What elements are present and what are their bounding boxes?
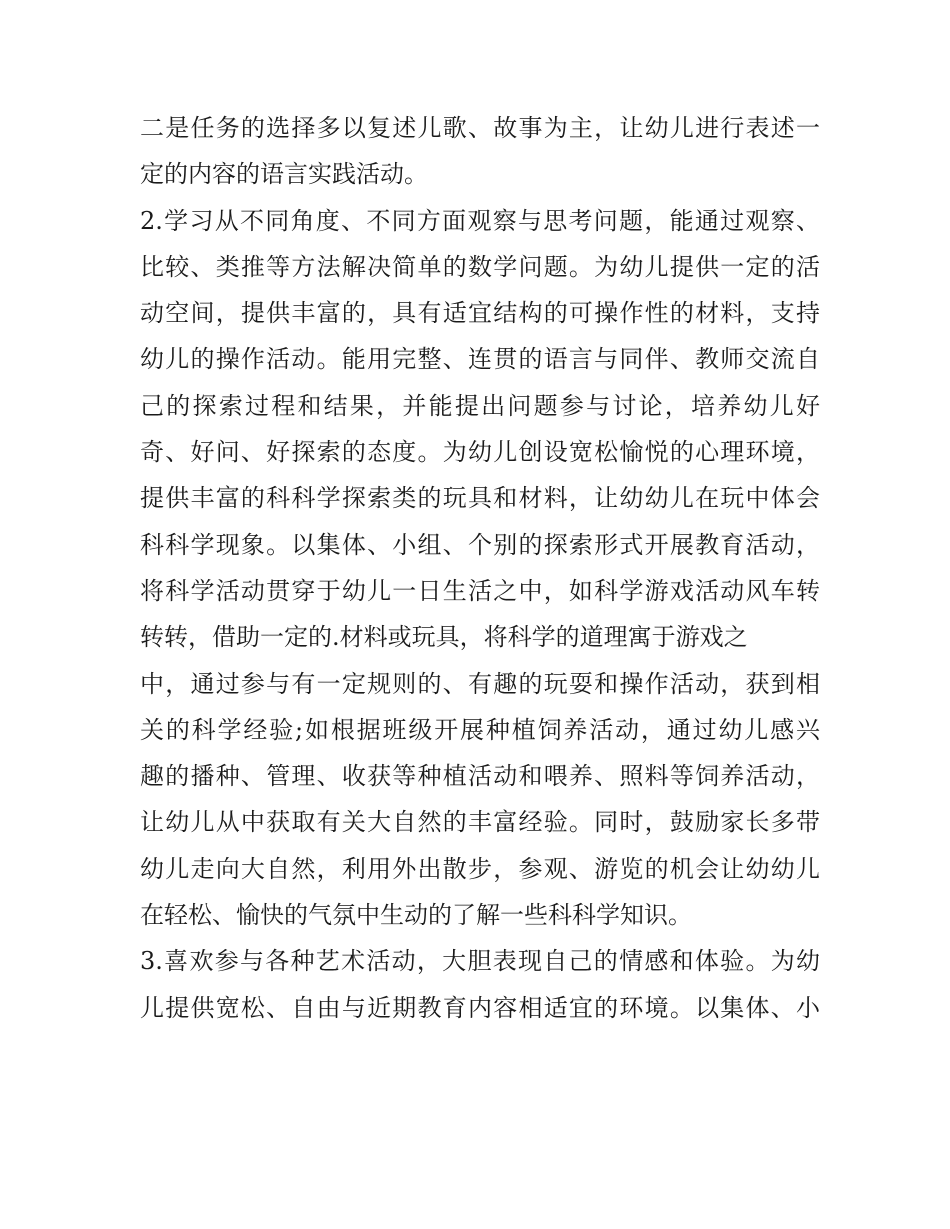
text-line: 让幼儿从中获取有关大自然的丰富经验。同时，鼓励家长多带 xyxy=(140,808,820,837)
text-line: 中，通过参与有一定规则的、有趣的玩耍和操作活动，获到相 xyxy=(140,669,820,698)
text-line: 动空间，提供丰富的，具有适宜结构的可操作性的材料，支持 xyxy=(140,299,820,328)
text-line: 奇、好问、好探索的态度。为幼儿创设宽松愉悦的心理环境， xyxy=(140,438,820,467)
text-line: 2.学习从不同角度、不同方面观察与思考问题，能通过观察、 xyxy=(140,206,820,235)
text-line: 己的探索过程和结果，并能提出问题参与讨论，培养幼儿好 xyxy=(140,391,820,420)
text-line: 儿提供宽松、自由与近期教育内容相适宜的环境。以集体、小 xyxy=(140,993,820,1022)
body-text xyxy=(140,105,820,1031)
text-line: 幼儿走向大自然，利用外出散步，参观、游览的机会让幼幼儿 xyxy=(140,854,820,883)
text-line: 3.喜欢参与各种艺术活动，大胆表现自己的情感和体验。为幼 xyxy=(140,947,820,976)
text-line: 定的内容的语言实践活动。 xyxy=(140,160,428,189)
text-line: 二是任务的选择多以复述儿歌、故事为主，让幼儿进行表述一 xyxy=(140,114,820,142)
text-line: 提供丰富的科科学探索类的玩具和材料，让幼幼儿在玩中体会 xyxy=(140,484,820,513)
text-line: 比较、类推等方法解决简单的数学问题。为幼儿提供一定的活 xyxy=(140,252,820,281)
text-line: 转转，借助一定的.材料或玩具，将科学的道理寓于游戏之 xyxy=(140,623,748,652)
text-line: 关的科学经验;如根据班级开展种植饲养活动，通过幼儿感兴 xyxy=(140,715,820,744)
text-line: 幼儿的操作活动。能用完整、连贯的语言与同伴、教师交流自 xyxy=(140,345,820,374)
text-line: 将科学活动贯穿于幼儿一日生活之中，如科学游戏活动风车转 xyxy=(140,576,820,605)
text-line: 科科学现象。以集体、小组、个别的探索形式开展教育活动， xyxy=(140,530,820,559)
text-line: 趣的播种、管理、收获等种植活动和喂养、照料等饲养活动， xyxy=(140,762,820,791)
text-line: 在轻松、愉快的气氛中生动的了解一些科科学知识。 xyxy=(140,901,692,930)
